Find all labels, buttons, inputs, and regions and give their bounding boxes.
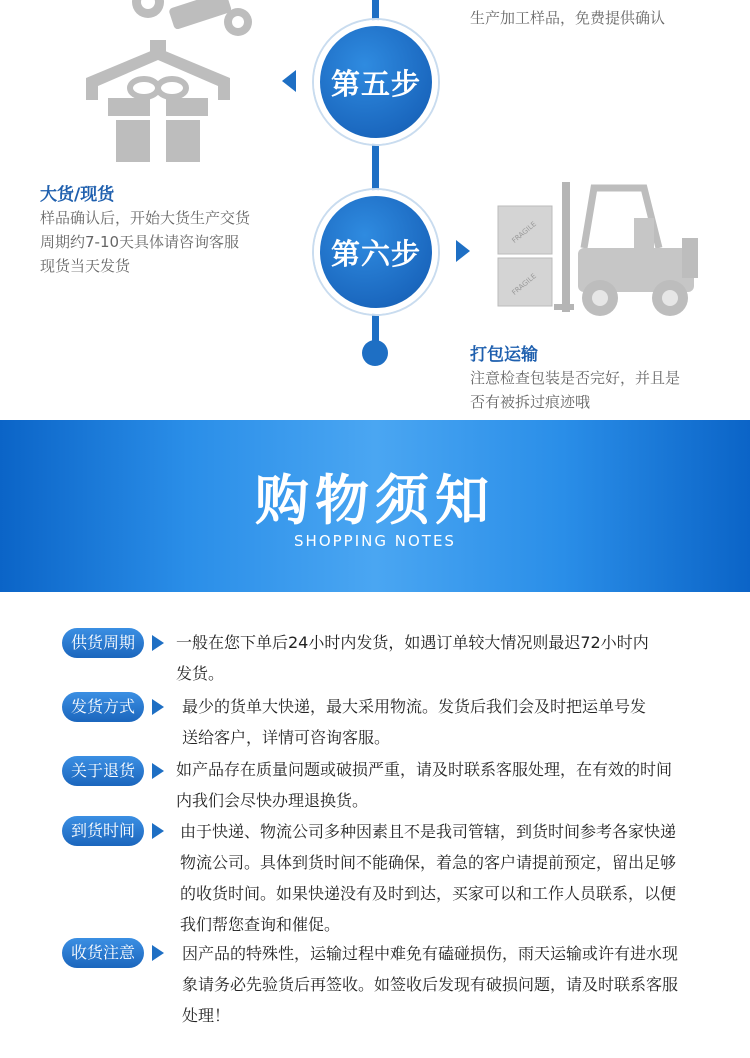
note-badge: 供货周期 [62,628,144,658]
note-line: 如产品存在质量问题或破损严重，请及时联系客服处理，在有效的时间 [176,760,673,779]
note-line: 内我们会尽快办理退换货。 [176,791,369,810]
note-arrow-icon [152,763,164,779]
note-badge: 发货方式 [62,692,144,722]
note-badge: 到货时间 [62,816,144,846]
note-line: 最少的货单大快递，最大采用物流。发货后我们会及时把运单号发 [182,697,647,716]
banner-subtitle: SHOPPING NOTES [294,532,456,550]
left-block-text [40,206,250,278]
step6-circle [314,190,438,314]
left-block-line: 样品确认后，开始大货生产交货 [40,209,251,227]
note-arrow-icon [152,699,164,715]
step5-description: 生产加工样品，免费提供确认 [470,9,666,27]
shopping-notes-banner [0,420,750,592]
note-line: 送给客户，详情可咨询客服。 [182,728,391,747]
note-text [182,691,722,753]
forklift-icon [494,178,700,326]
note-line: 的收货时间。如果快递没有及时到达，买家可以和工作人员联系，以便 [180,884,677,903]
note-line: 处理！ [182,1006,231,1025]
step6-arrow [456,240,470,262]
banner-title: 购物须知 [255,469,495,532]
note-arrow-icon [152,823,164,839]
note-text [176,754,716,816]
note-line: 我们帮您查询和催促。 [180,915,341,934]
svg-text:FRAGILE: FRAGILE [510,220,538,245]
right-block-line: 注意检查包装是否完好，并且是 [470,369,681,387]
note-text [176,627,716,689]
note-badge: 关于退货 [62,756,144,786]
note-arrow-icon [152,635,164,651]
right-block-text [470,366,680,414]
left-block-title: 大货/现货 [40,185,115,205]
note-line: 因产品的特殊性，运输过程中难免有磕碰损伤，雨天运输或许有进水现 [182,944,679,963]
gift-claw-icon [78,0,258,165]
step5-circle [314,20,438,144]
note-line: 一般在您下单后24小时内发货，如遇订单较大情况则最迟72小时内 [176,633,649,652]
note-arrow-icon [152,945,164,961]
note-line: 由于快递、物流公司多种因素且不是我司管辖，到货时间参考各家快递 [180,822,677,841]
step5-arrow [282,70,296,92]
step5-label: 第五步 [330,66,421,101]
note-badge: 收货注意 [62,938,144,968]
left-block-line: 现货当天发货 [40,257,131,275]
right-block-title: 打包运输 [470,345,538,365]
note-line: 发货。 [176,664,225,683]
note-line: 物流公司。具体到货时间不能确保，着急的客户请提前预定，留出足够 [180,853,677,872]
right-block-line: 否有被拆过痕迹哦 [470,393,591,411]
left-block-line: 周期约7-10天具体请咨询客服 [40,233,240,251]
note-text [182,938,722,1031]
note-text [180,816,720,940]
step6-label: 第六步 [330,236,421,271]
note-line: 象请务必先验货后再签收。如签收后发现有破损问题，请及时联系客服 [182,975,679,994]
process-section [0,0,750,420]
timeline-end-dot [362,340,388,366]
svg-text:FRAGILE: FRAGILE [510,272,538,297]
